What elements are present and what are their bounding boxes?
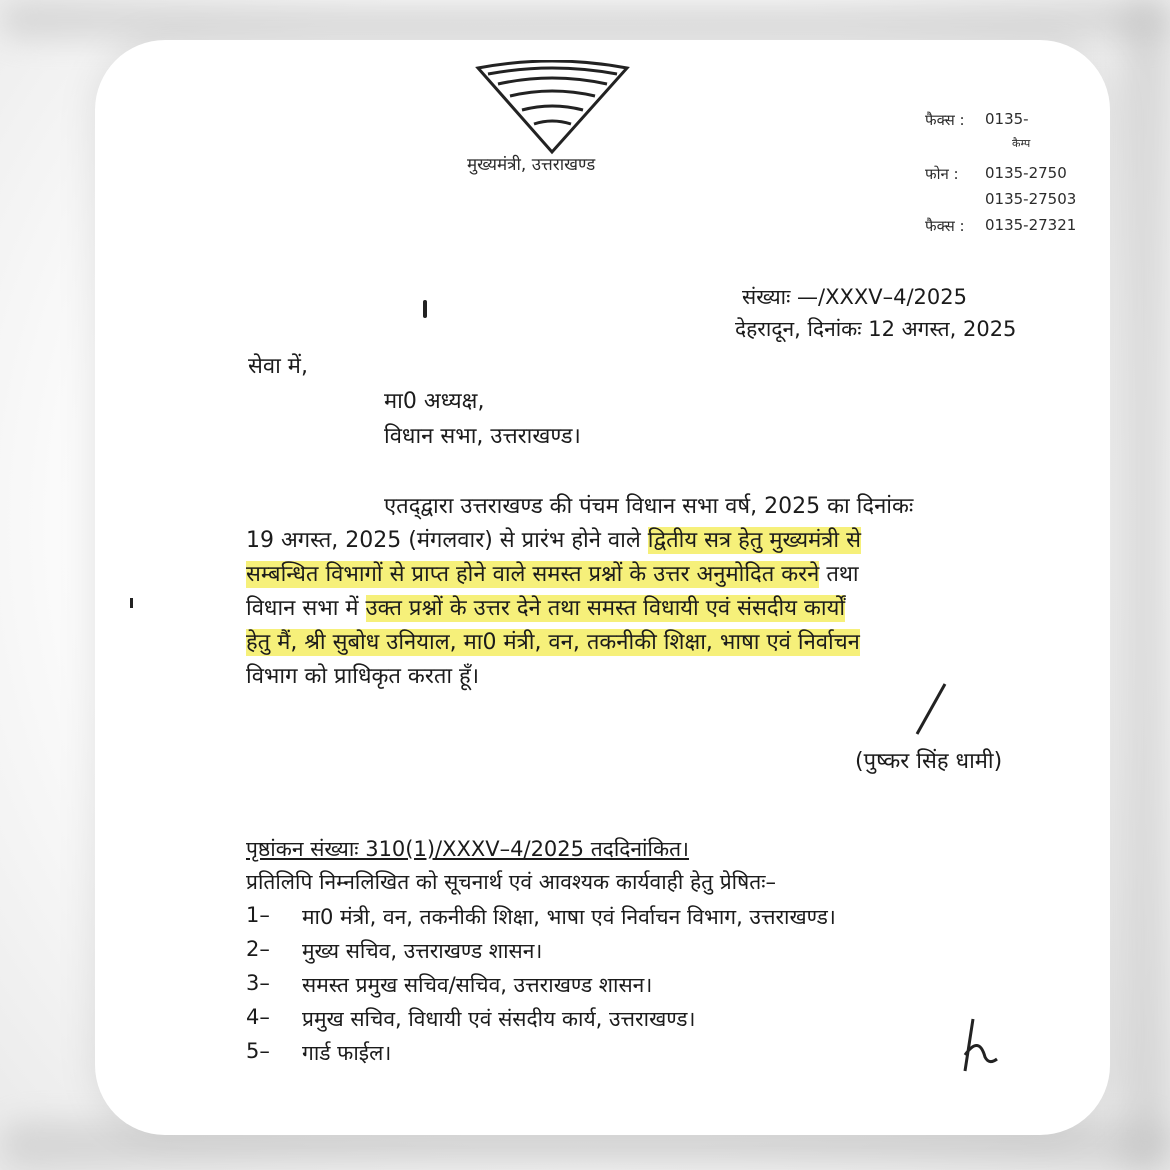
reference-date: देहरादून, दिनांकः 12 अगस्त, 2025 <box>735 317 1017 341</box>
phone-value-1: 0135-2750 <box>985 164 1067 182</box>
office-title: मुख्यमंत्री, उत्तराखण्ड <box>467 155 596 175</box>
list-item-number: 5– <box>246 1039 270 1063</box>
stray-mark <box>423 300 427 318</box>
fax-value-2: 0135-27321 <box>985 216 1077 234</box>
fax-label-1: फैक्स : <box>925 111 965 129</box>
stray-mark <box>130 598 133 608</box>
list-item-text: मुख्य सचिव, उत्तराखण्ड शासन। <box>302 939 543 963</box>
blurred-right-edge <box>1120 0 1170 1170</box>
list-item-number: 3– <box>246 971 270 995</box>
phone-label: फोन : <box>925 165 959 183</box>
blurred-top-edge <box>0 0 1170 40</box>
body-line-6: विभाग को प्राधिकृत करता हूँ। <box>246 664 480 689</box>
recipient-line-2: विधान सभा, उत्तराखण्ड। <box>384 424 581 449</box>
list-item-text: गार्ड फाईल। <box>302 1041 392 1065</box>
body-line-5-highlight: हेतु मैं, श्री सुबोध उनियाल, मा0 मंत्री, वन, तकनीकी शिक्षा, भाषा एवं निर्वाचन <box>246 630 860 655</box>
body-line-2-text: 19 अगस्त, 2025 (मंगलवार) से प्रारंभ होने वाले <box>246 528 648 553</box>
uttarakhand-emblem-icon <box>470 60 635 160</box>
body-line-5 <box>246 626 860 656</box>
endorsement-signature-icon <box>955 1015 1005 1075</box>
body-line-4 <box>246 592 845 622</box>
reference-number: संख्याः —/XXXV–4/2025 <box>742 285 967 309</box>
endorsement-number: पृष्ठांकन संख्याः 310(1)/XXXV–4/2025 तददिनांकित। <box>246 837 689 861</box>
list-item-text: मा0 मंत्री, वन, तकनीकी शिक्षा, भाषा एवं निर्वाचन विभाग, उत्तराखण्ड। <box>302 905 836 929</box>
endorsement-intro: प्रतिलिपि निम्नलिखित को सूचनार्थ एवं आवश्यक कार्यवाही हेतु प्रेषितः– <box>246 870 776 894</box>
signatory-name: (पुष्कर सिंह धामी) <box>855 749 1003 774</box>
fax-value-1: 0135- <box>985 110 1029 128</box>
body-line-1: एतद्‌द्वारा उत्तराखण्ड की पंचम विधान सभा वर्ष, 2025 का दिनांकः <box>384 494 914 519</box>
body-line-3 <box>246 558 859 588</box>
body-line-3-text: तथा <box>819 562 859 587</box>
list-item-number: 2– <box>246 937 270 961</box>
list-item-number: 1– <box>246 903 270 927</box>
recipient-line-1: मा0 अध्यक्ष, <box>384 389 485 414</box>
camp-label: कैम्प <box>1012 137 1031 150</box>
body-line-2-highlight: द्वितीय सत्र हेतु मुख्यमंत्री से <box>647 528 861 553</box>
list-item-number: 4– <box>246 1005 270 1029</box>
body-line-2 <box>246 524 861 554</box>
list-item-text: समस्त प्रमुख सचिव/सचिव, उत्तराखण्ड शासन। <box>302 973 653 997</box>
signature-mark-icon <box>905 680 955 740</box>
body-line-3-highlight: सम्बन्धित विभागों से प्राप्त होने वाले समस्त प्रश्नों के उत्तर अनुमोदित करने <box>246 562 820 587</box>
phone-value-2: 0135-27503 <box>985 190 1077 208</box>
list-item-text: प्रमुख सचिव, विधायी एवं संसदीय कार्य, उत्तराखण्ड। <box>302 1007 696 1031</box>
fax-label-2: फैक्स : <box>925 217 965 235</box>
body-line-4-text: विधान सभा में <box>246 596 366 621</box>
salutation: सेवा में, <box>248 354 308 379</box>
body-line-4-highlight: उक्त प्रश्नों के उत्तर देने तथा समस्त विधायी एवं संसदीय कार्यों <box>365 596 846 621</box>
